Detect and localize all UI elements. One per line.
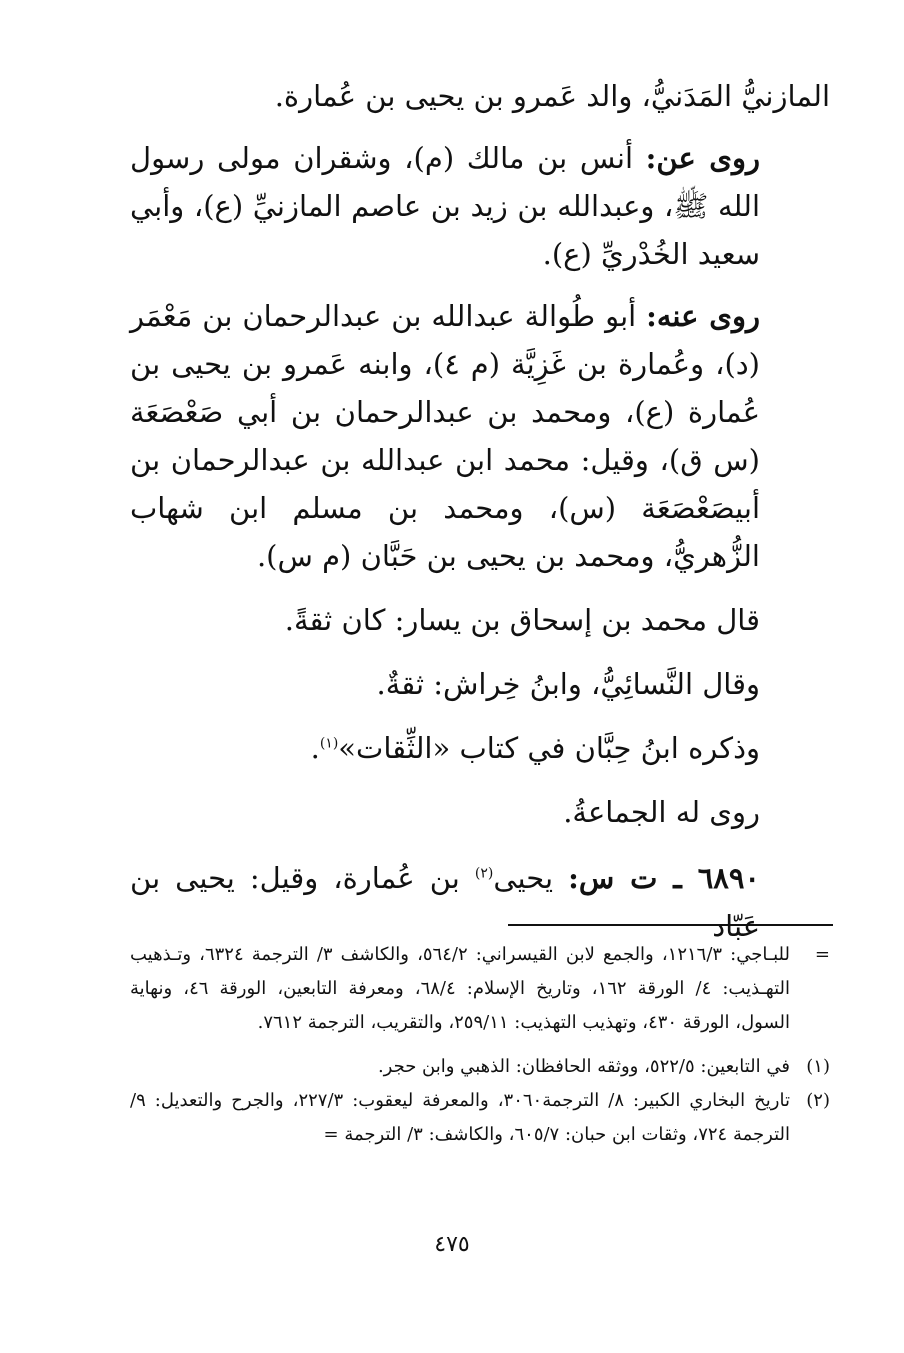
narrated-by-paragraph xyxy=(130,292,830,580)
footnote-ref-1: (١) xyxy=(319,735,339,752)
main-text xyxy=(130,72,830,950)
entry-name-rest: بن عُمارة، وقيل: يحيى بن عَبّاد xyxy=(130,861,760,943)
narrated-from-text: أنس بن مالك (م)، وشقران مولى رسول الله ﷺ، وعبدالله بن زيد بن عاصم المازنيِّ (ع)، وأبي سعيد الخُدْريِّ (ع). xyxy=(130,141,760,271)
footnote-continued xyxy=(130,938,830,1040)
entry-6890-heading xyxy=(130,854,830,950)
footnote-text: في التابعين: ٥٢٢/٥، ووثقه الحافظان: الذهبي وابن حجر. xyxy=(377,1056,790,1077)
jamaa-statement: روى له الجماعةُ. xyxy=(563,795,760,829)
ibn-hibban-text: وذكره ابنُ حِبَّان في كتاب «الثِّقات» xyxy=(338,731,760,765)
footnote-marker: (١) xyxy=(806,1056,830,1077)
footnote-ref-2: (٢) xyxy=(474,865,494,882)
narrated-by-text: أبو طُوالة عبدالله بن عبدالرحمان بن مَعْمَر (د)، وعُمارة بن غَزِيَّة (م ٤)، وابنه عَمرو بن يحيى بن عُمارة (ع)، ومحمد بن عبدالرحمان بن أبي صَعْصَعَة (س ق)، وقيل: محمد ابن عبدالله بن عبدالرحمان بن أبيصَعْصَعَة (س)، ومحمد بن مسلم ابن شهاب الزُّهريُّ، ومحمد بن يحيى بن حَبَّان (م س). xyxy=(130,299,760,573)
footnote-1 xyxy=(130,1050,830,1084)
footnote-2 xyxy=(130,1084,830,1152)
footnote-text: تاريخ البخاري الكبير: ٨/ الترجمة٣٠٦٠، والمعرفة ليعقوب: ٢٢٧/٣، والجرح والتعديل: ٩/ الترجمة ٧٢٤، وثقات ابن حبان: ٦٠٥/٧، والكاشف: ٣/ الترجمة = xyxy=(130,1090,790,1145)
entry-name: يحيى xyxy=(493,861,554,895)
ibn-ishaq-statement: قال محمد بن إسحاق بن يسار: كان ثقةً. xyxy=(284,603,760,637)
nasai-statement: وقال النَّسائِيُّ، وابنُ خِراش: ثقةٌ. xyxy=(376,667,760,701)
footnote-marker: (٢) xyxy=(806,1090,830,1111)
narrated-from-paragraph xyxy=(130,134,830,278)
footnote-separator xyxy=(508,924,833,926)
ibn-hibban-statement xyxy=(130,724,830,772)
narrated-from-label: روى عن: xyxy=(645,141,761,175)
footnote-text: للبـاجي: ١٢١٦/٣، والجمع لابن القيسراني: ٥٦٤/٢، والكاشف ٣/ الترجمة ٦٣٢٤، وتـذهيب التهـذيب: ٤/ الورقة ١٦٢، وتاريخ الإسلام: ٦٨/٤، ومعرفة التابعين، الورقة ٤٦، ونهاية السول، الورقة ٤٣٠، وتهذيب التهذيب: ٢٥٩/١١، والتقريب، الترجمة ٧٦١٢. xyxy=(130,944,791,1033)
narrated-by-label: روى عنه: xyxy=(646,299,760,333)
footnote-marker: = xyxy=(814,944,830,965)
ibn-hibban-end: . xyxy=(310,731,320,765)
footnotes xyxy=(130,938,830,1152)
page-number: ٤٧٥ xyxy=(434,1232,470,1257)
entry-number-label: ٦٨٩٠ ـ ت س: xyxy=(568,861,760,895)
entry-continuation-line: المازنيُّ المَدَنيُّ، والد عَمرو بن يحيى بن عُمارة. xyxy=(274,79,830,113)
